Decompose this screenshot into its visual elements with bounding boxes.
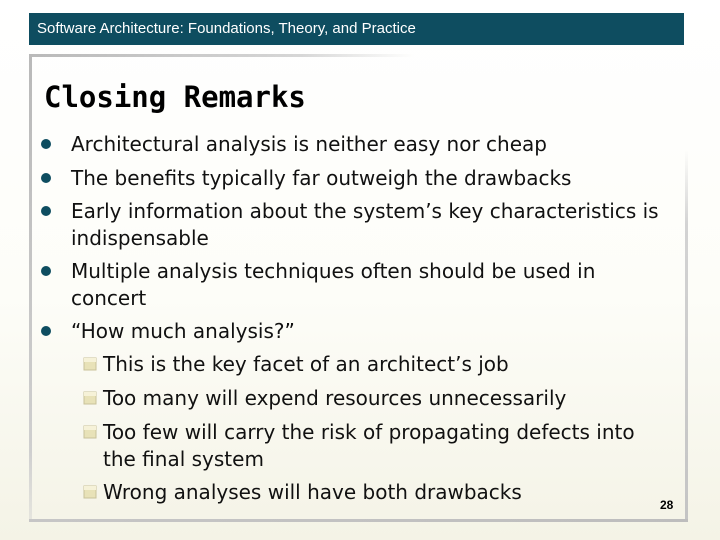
bullet-icon (41, 206, 51, 216)
bullet-item: The benefits typically far outweigh the drawbacks (71, 166, 572, 190)
square-bullet-icon (83, 425, 97, 439)
square-bullet-icon (83, 357, 97, 371)
slide-title: Closing Remarks (44, 80, 306, 114)
bullet-icon (41, 266, 51, 276)
square-bullet-icon (83, 485, 97, 499)
bullet-icon (41, 139, 51, 149)
frame-top-rule (29, 54, 414, 57)
sub-bullet-item: Wrong analyses will have both drawbacks (103, 480, 522, 504)
sub-bullet-item: Too few will carry the risk of propagating defects into the final system (103, 420, 635, 471)
frame-left-rule (29, 54, 32, 522)
frame-bottom-rule (29, 519, 688, 522)
square-bullet-icon (83, 391, 97, 405)
bullet-item: Multiple analysis techniques often should be used in concert (71, 259, 596, 310)
sub-bullet-item: This is the key facet of an architect’s job (103, 352, 509, 376)
bullet-item: Early information about the system’s key characteristics is indispensable (71, 199, 659, 250)
page-number: 28 (660, 498, 674, 512)
header-title: Software Architecture: Foundations, Theory, and Practice (37, 20, 416, 37)
sub-bullet-item: Too many will expend resources unnecessarily (103, 386, 567, 410)
bullet-item: Architectural analysis is neither easy nor cheap (71, 132, 547, 156)
bullet-icon (41, 326, 51, 336)
bullet-icon (41, 173, 51, 183)
bullet-item: “How much analysis?” (71, 319, 295, 343)
